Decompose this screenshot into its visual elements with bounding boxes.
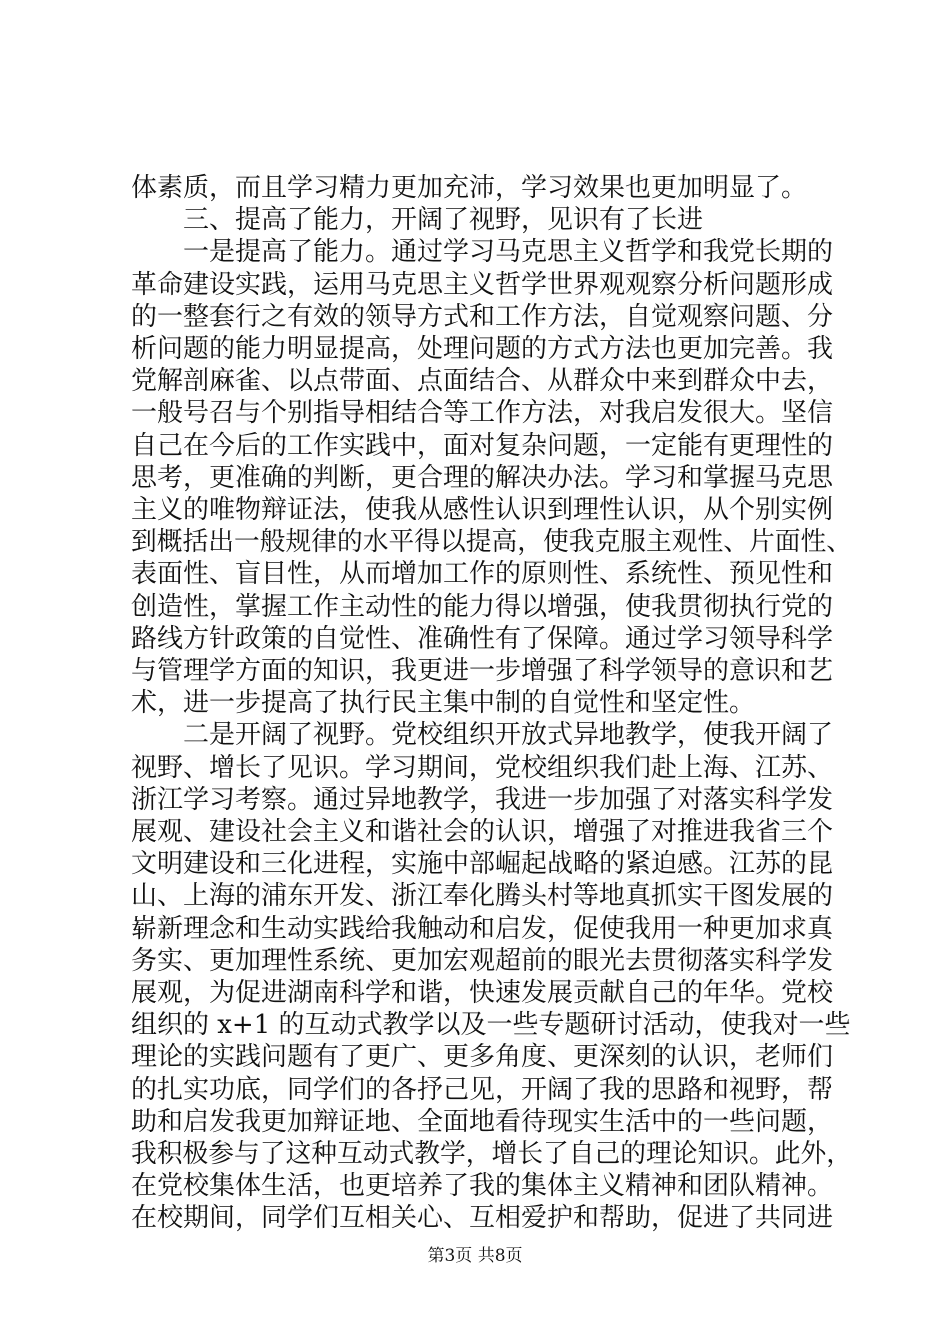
body-line: 在党校集体生活，也更培养了我的集体主义精神和团队精神。: [131, 1171, 834, 1202]
body-line: 思考，更准确的判断，更合理的解决办法。学习和掌握马克思: [131, 462, 834, 493]
body-line: 一般号召与个别指导相结合等工作方法，对我启发很大。坚信: [131, 398, 834, 429]
body-line: 文明建设和三化进程，实施中部崛起战略的紧迫感。江苏的昆: [131, 849, 834, 880]
page-footer: 第3页 共8页: [427, 1246, 523, 1266]
body-line: 我积极参与了这种互动式教学，增长了自己的理论知识。此外，: [131, 1139, 853, 1169]
body-line: 理论的实践问题有了更广、更多角度、更深刻的认识，老师们: [131, 1042, 834, 1073]
body-line: 展观，为促进湖南科学和谐，快速发展贡献自己的年华。党校: [131, 978, 834, 1008]
body-line: 务实、更加理性系统、更加宏观超前的眼光去贯彻落实科学发: [131, 945, 834, 976]
body-line: 的一整套行之有效的领导方式和工作方法，自觉观察问题、分: [131, 301, 834, 332]
body-line: 一是提高了能力。通过学习马克思主义哲学和我党长期的: [183, 237, 834, 268]
body-line: 析问题的能力明显提高，处理问题的方式方法也更加完善。我: [131, 334, 834, 364]
body-line: 山、上海的浦东开发、浙江奉化腾头村等地真抓实干图发展的: [131, 881, 834, 912]
body-line: 二是开阔了视野。党校组织开放式异地教学，使我开阔了: [183, 720, 834, 751]
body-line: 崭新理念和生动实践给我触动和启发，促使我用一种更加求真: [131, 913, 834, 944]
body-line: 助和启发我更加辩证地、全面地看待现实生活中的一些问题，: [131, 1106, 834, 1137]
body-line: 路线方针政策的自觉性、准确性有了保障。通过学习领导科学: [131, 623, 834, 654]
body-line: 术，进一步提高了执行民主集中制的自觉性和坚定性。: [131, 688, 756, 719]
body-line: 表面性、盲目性，从而增加工作的原则性、系统性、预见性和: [131, 559, 834, 590]
body-line: 党解剖麻雀、以点带面、点面结合、从群众中来到群众中去，: [131, 366, 834, 397]
body-line: 在校期间，同学们互相关心、互相爱护和帮助，促进了共同进: [131, 1203, 834, 1234]
body-line: 视野、增长了见识。学习期间，党校组织我们赴上海、江苏、: [131, 752, 834, 783]
body-line: 的扎实功底，同学们的各抒己见，开阔了我的思路和视野，帮: [131, 1074, 834, 1105]
section-heading: 三、提高了能力，开阔了视野，见识有了长进: [183, 205, 704, 236]
body-line: 与管理学方面的知识，我更进一步增强了科学领导的意识和艺: [131, 656, 834, 686]
body-line: 自己在今后的工作实践中，面对复杂问题，一定能有更理性的: [131, 430, 834, 461]
body-line: 展观、建设社会主义和谐社会的认识，增强了对推进我省三个: [131, 817, 834, 847]
body-line: 到概括出一般规律的水平得以提高，使我克服主观性、片面性、: [131, 527, 853, 558]
body-line: 组织的 x+1 的互动式教学以及一些专题研讨活动，使我对一些: [131, 1010, 851, 1041]
body-line: 创造性，掌握工作主动性的能力得以增强，使我贯彻执行党的: [131, 591, 834, 622]
body-line: 体素质，而且学习精力更加充沛，学习效果也更加明显了。: [131, 173, 808, 203]
body-line: 浙江学习考察。通过异地教学，我进一步加强了对落实科学发: [131, 784, 834, 815]
body-line: 主义的唯物辩证法，使我从感性认识到理性认识，从个别实例: [131, 495, 834, 525]
body-line: 革命建设实践，运用马克思主义哲学世界观观察分析问题形成: [131, 269, 834, 300]
